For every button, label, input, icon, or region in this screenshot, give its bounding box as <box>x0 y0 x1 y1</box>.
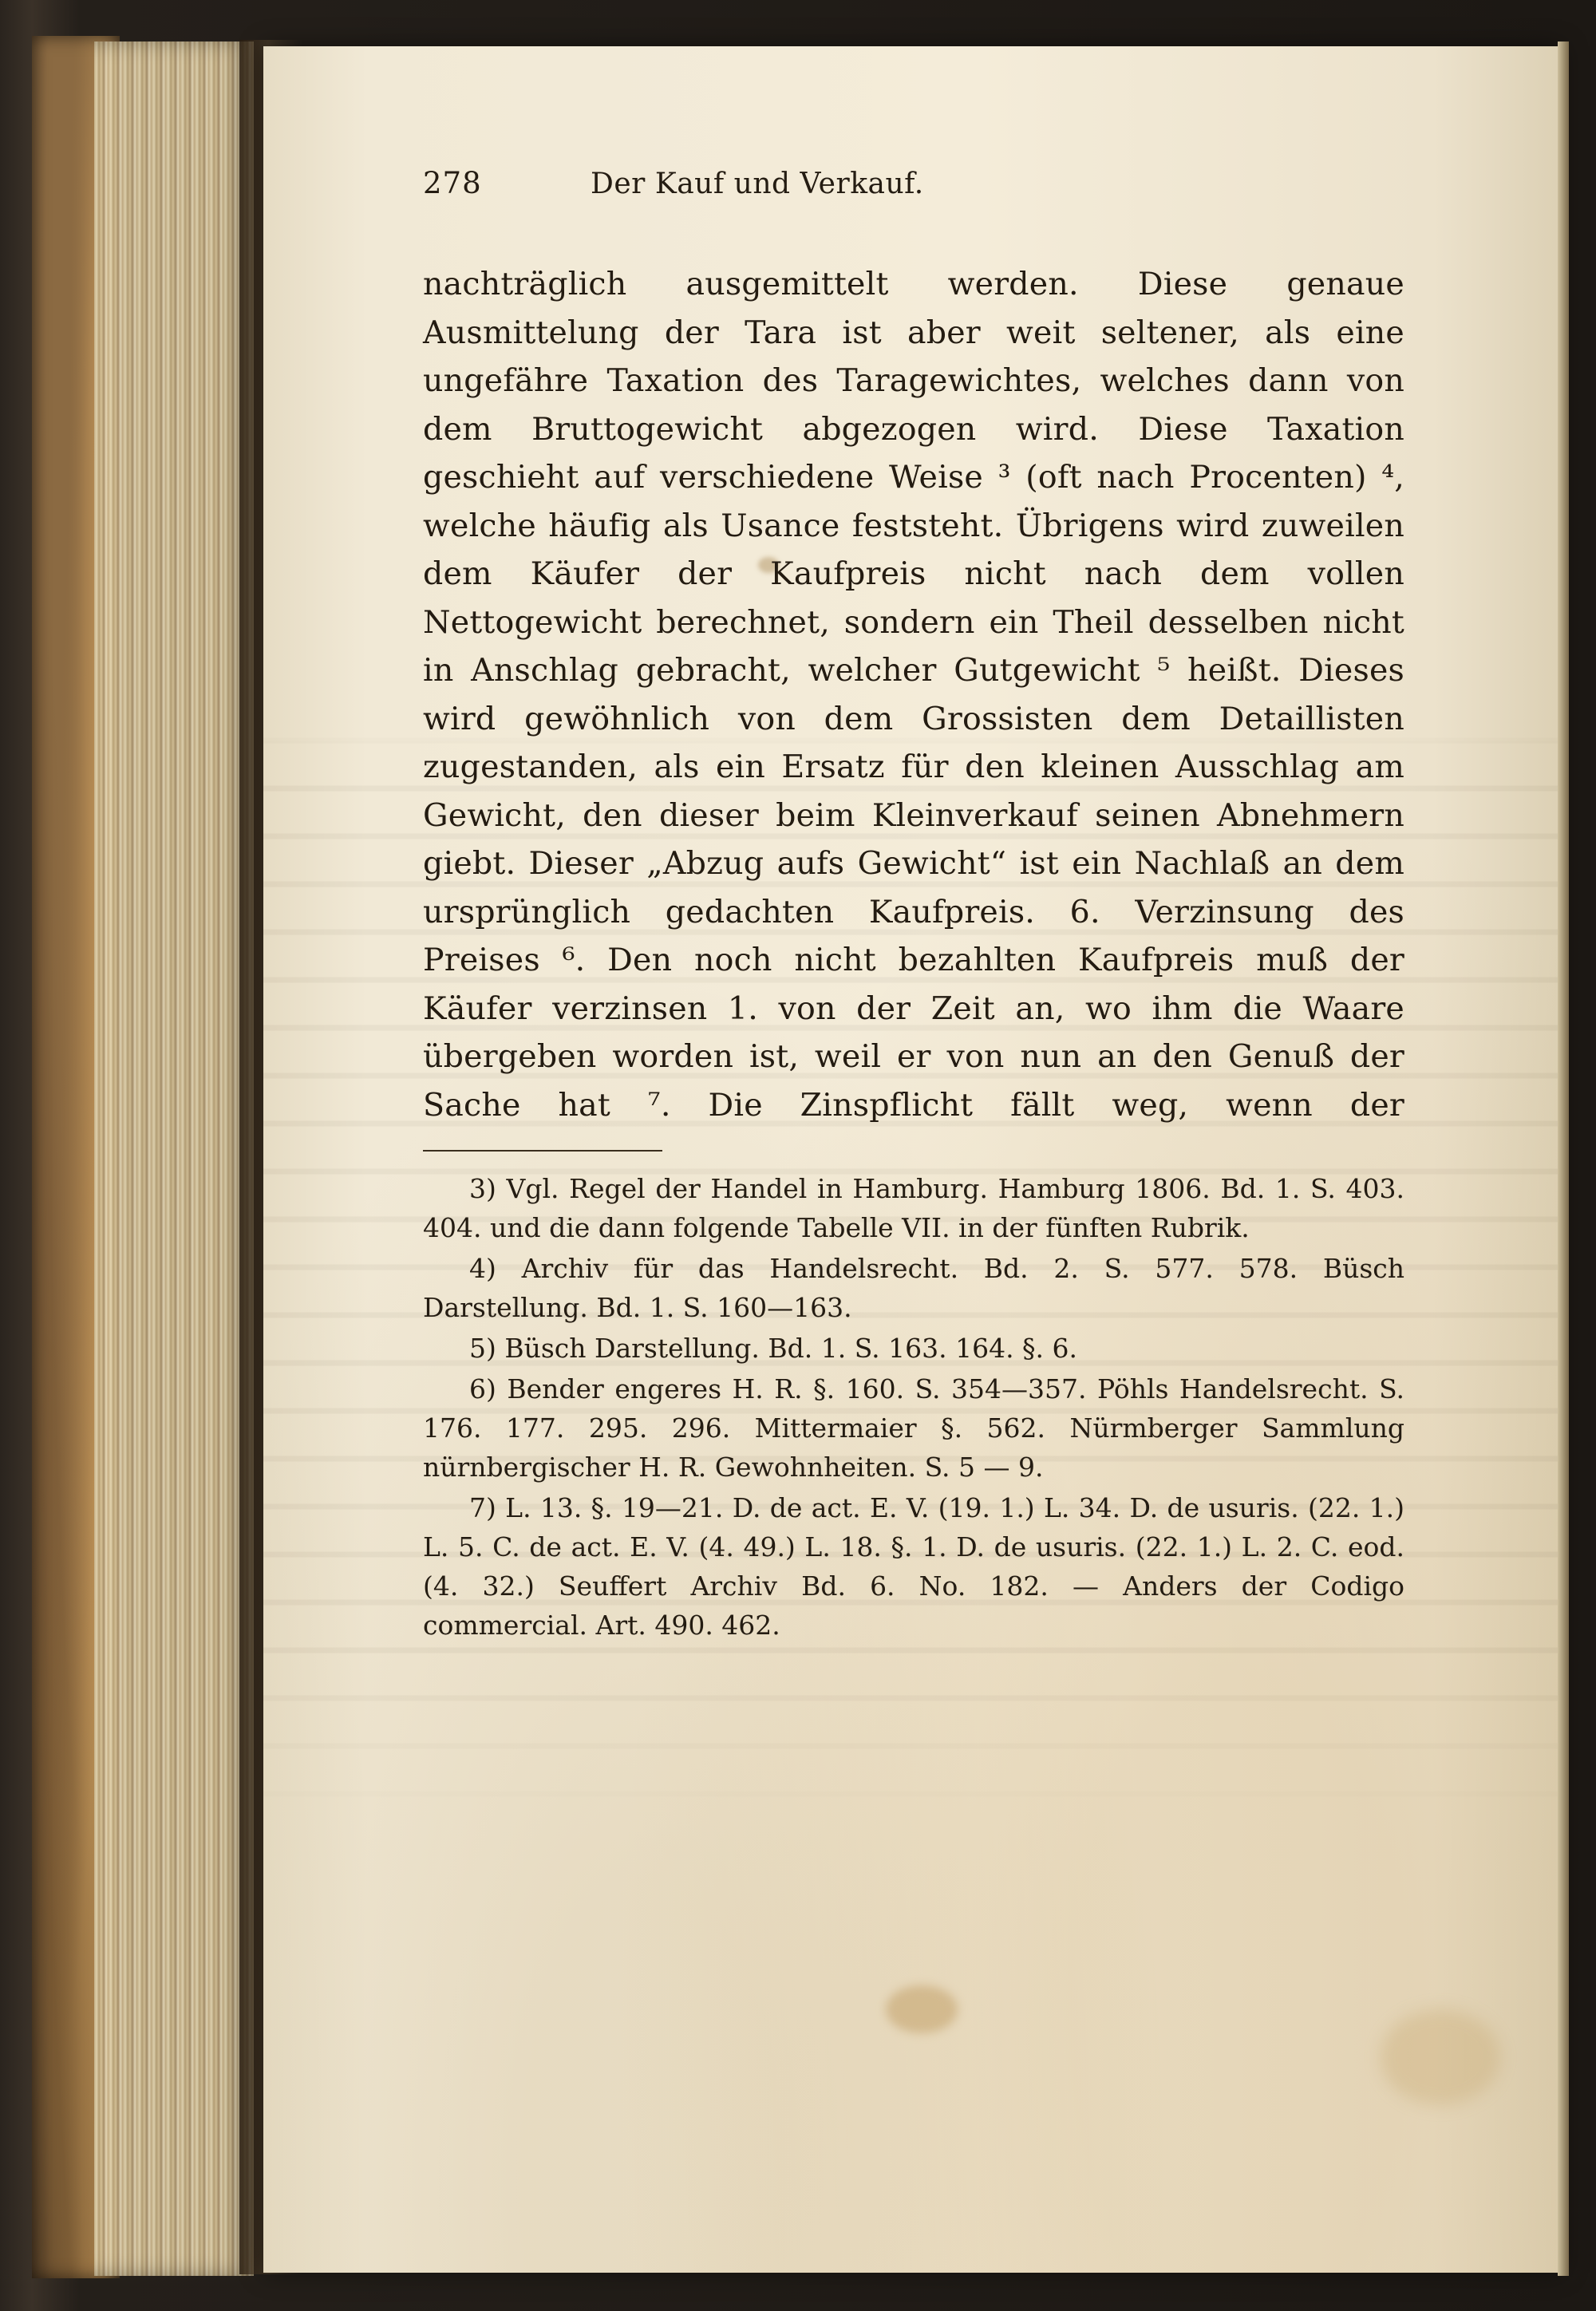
footnote-4: 4) Archiv für das Handelsrecht. Bd. 2. S. 577. 578. Büsch Darstellung. Bd. 1. S. 160—163. <box>423 1253 1404 1323</box>
printed-page <box>263 46 1562 2273</box>
footnote-block <box>423 1169 1404 1645</box>
text-block <box>423 166 1404 1646</box>
foxing-spot <box>1381 2009 1500 2105</box>
footnote-7: 7) L. 13. §. 19—21. D. de act. E. V. (19. 1.) L. 34. D. de usuris. (22. 1.) L. 5. C. de act. E. V. (4. 49.) L. 18. §. 1. D. de usuris. (22. 1.) L. 2. C. eod. (4. 32.) Seuffert Archiv Bd. 6. No. 182. — Anders der Codigo commercial. Art. 490. 462. <box>423 1492 1404 1641</box>
body-paragraph: nachträglich ausgemittelt werden. Diese genaue Ausmittelung der Tara ist aber weit seltener, als eine ungefähre Taxation des Taragewichtes, welches dann von dem Bruttogewicht abgezogen wird. Diese Taxation geschieht auf verschiedene Weise ³ (oft nach Procenten) ⁴, welche häufig als Usance feststeht. Übrigens wird zuweilen dem Käufer der Kaufpreis nicht nach dem vollen Nettogewicht berechnet, sondern ein Theil desselben nicht in Anschlag gebracht, welcher Gutgewicht ⁵ heißt. Dieses wird gewöhnlich von dem Grossisten dem Detaillisten zugestanden, als ein Ersatz für den kleinen Ausschlag am Gewicht, den dieser beim Kleinverkauf seinen Abnehmern giebt. Dieser „Abzug aufs Gewicht“ ist ein Nachlaß an dem ursprünglich gedachten Kaufpreis. 6. Verzinsung des Preises ⁶. Den noch nicht bezahlten Kaufpreis muß der Käufer verzinsen 1. von der Zeit an, wo ihm die Waare übergeben worden ist, weil er von nun an den Genuß der Sache hat ⁷. Die Zinspflicht fällt weg, wenn der <box>423 266 1404 1124</box>
running-head: Der Kauf und Verkauf. <box>591 168 924 200</box>
page-number: 278 <box>423 166 482 200</box>
right-page-edge <box>1558 41 1569 2276</box>
footnote-6: 6) Bender engeres H. R. §. 160. S. 354—357. Pöhls Handelsrecht. S. 176. 177. 295. 296. Mittermaier §. 562. Nürmberger Sammlung nürnbergischer H. R. Gewohnheiten. S. 5 — 9. <box>423 1373 1404 1483</box>
foxing-spot <box>886 1985 958 2033</box>
page-block-edge <box>94 41 254 2276</box>
footnote-5: 5) Büsch Darstellung. Bd. 1. S. 163. 164. §. 6. <box>469 1333 1078 1364</box>
footnote-3: 3) Vgl. Regel der Handel in Hamburg. Hamburg 1806. Bd. 1. S. 403. 404. und die dann folgende Tabelle VII. in der fünften Rubrik. <box>423 1173 1404 1243</box>
page-header <box>423 166 1404 214</box>
footnote-separator <box>423 1150 662 1152</box>
